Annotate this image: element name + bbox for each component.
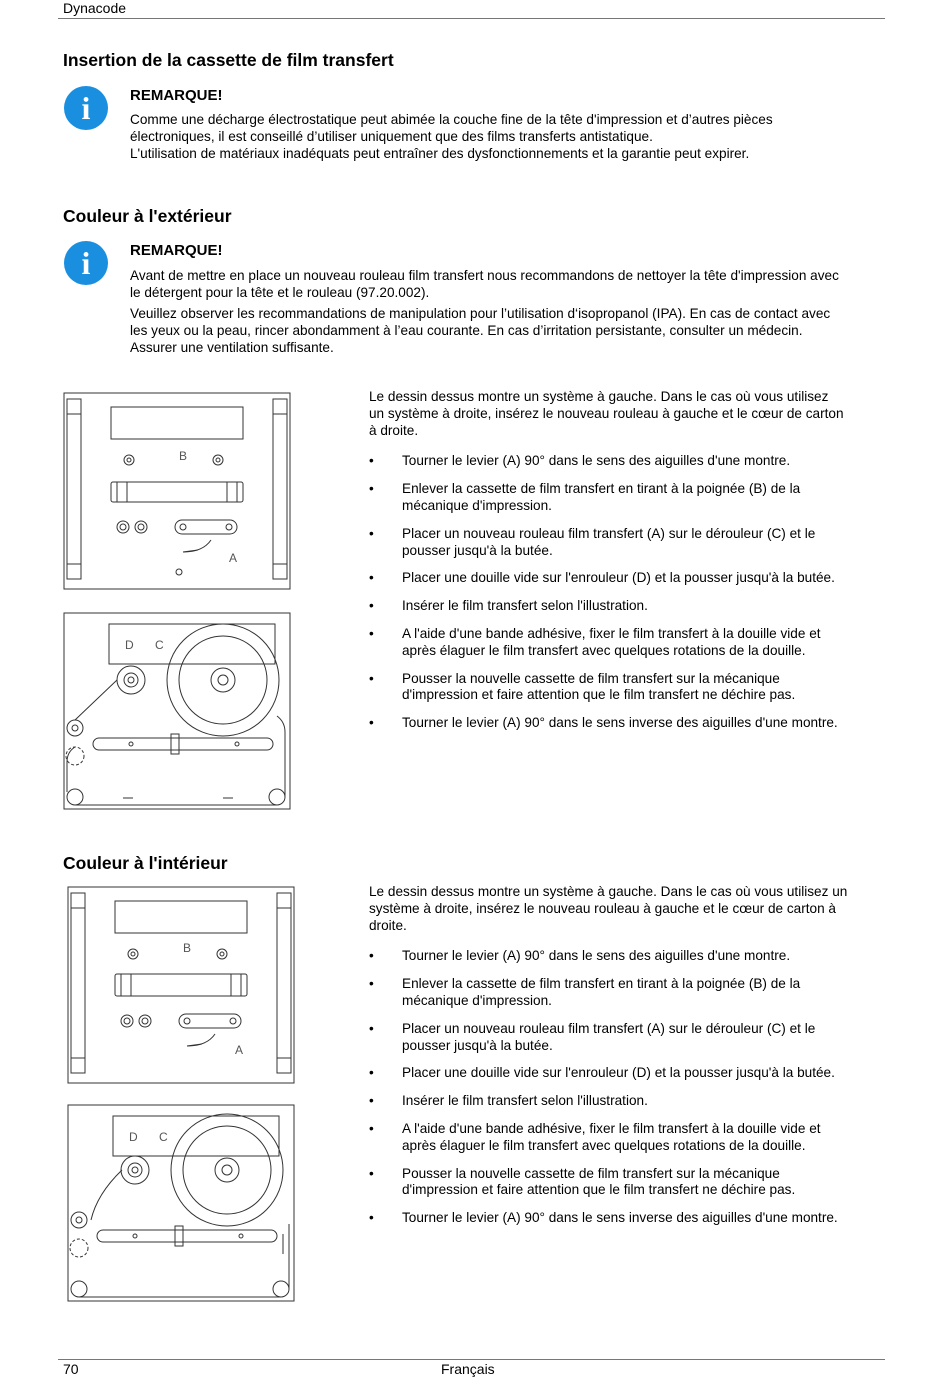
figure-label-a: A [229, 551, 238, 565]
info-glyph: i [81, 245, 91, 281]
bullet: • [369, 948, 374, 964]
bullet: • [369, 976, 374, 992]
step-text: A l'aide d'une bande adhésive, fixer le film transfert à la douille vide et [402, 625, 821, 641]
step-text: Insérer le film transfert selon l'illustration. [402, 598, 648, 614]
header-brand: Dynacode [63, 0, 127, 16]
cassette-front-figure [67, 886, 295, 1084]
figure-label-d: D [125, 638, 134, 652]
note-line: le détergent pour la tête et le rouleau (97.20.002). [130, 284, 430, 300]
list-item [369, 1121, 884, 1155]
step-text: d'impression et faire attention que le film transfert ne déchire pas. [402, 1182, 796, 1198]
step-text: A l'aide d'une bande adhésive, fixer le film transfert à la douille vide et [402, 1120, 821, 1136]
list-item [369, 1021, 884, 1055]
step-text: Tourner le levier (A) 90° dans le sens des aiguilles d'une montre. [402, 948, 791, 964]
list-item [369, 1210, 884, 1227]
footer-language: Français [441, 1361, 495, 1377]
step-text: mécanique d'impression. [402, 992, 552, 1008]
steps-list [369, 453, 884, 732]
cassette-front-figure [63, 392, 291, 590]
note-paragraph [130, 112, 890, 162]
note-line: Assurer une ventilation suffisante. [130, 339, 334, 355]
note-line: Comme une décharge électrostatique peut abimée la couche fine de la tête d'impression et d’autres pièces [130, 112, 773, 127]
step-text: pousser jusqu'à la butée. [402, 542, 553, 558]
bullet: • [369, 1210, 374, 1226]
bullet: • [369, 1093, 374, 1109]
list-item [369, 1093, 884, 1110]
section-title-interieur: Couleur à l'intérieur [63, 853, 228, 873]
figure-label-d: D [129, 1130, 138, 1144]
note-line: électroniques, il est conseillé d’utiliser uniquement que des films transferts antistatique. [130, 128, 653, 144]
step-text: Tourner le levier (A) 90° dans le sens des aiguilles d'une montre. [402, 453, 791, 469]
section-title-exterieur: Couleur à l'extérieur [63, 206, 232, 226]
page-number: 70 [63, 1361, 79, 1377]
step-text: Placer une douille vide sur l'enrouleur (D) et la pousser jusqu'à la butée. [402, 1065, 835, 1081]
intro-paragraph [369, 389, 884, 439]
figure-label-c: C [155, 638, 164, 652]
step-text: mécanique d'impression. [402, 497, 552, 513]
step-text: Enlever la cassette de film transfert en tirant à la poignée (B) de la [402, 976, 801, 992]
bullet: • [369, 453, 374, 469]
header-rule [58, 18, 885, 19]
step-text: après élaguer le film transfert avec quelques rotations de la douille. [402, 642, 806, 658]
step-text: Placer un nouveau rouleau film transfert (A) sur le dérouleur (C) et le [402, 1020, 816, 1036]
step-text: Tourner le levier (A) 90° dans le sens inverse des aiguilles d'une montre. [402, 1210, 838, 1226]
step-text: Placer une douille vide sur l'enrouleur (D) et la pousser jusqu'à la butée. [402, 570, 835, 586]
note-title: REMARQUE! [130, 87, 223, 104]
list-item [369, 481, 884, 515]
bullet: • [369, 715, 374, 731]
step-text: d'impression et faire attention que le film transfert ne déchire pas. [402, 687, 796, 703]
intro-paragraph [369, 884, 884, 934]
step-text: Insérer le film transfert selon l'illustration. [402, 1093, 648, 1109]
note-line: les yeux ou la peau, rincer abondamment à l’eau courante. En cas d’irritation persistante, consulter un médecin. [130, 322, 803, 338]
bullet: • [369, 481, 374, 497]
cassette-film-path-figure [67, 1104, 295, 1302]
intro-line: Le dessin dessus montre un système à gauche. Dans le cas où vous utilisez un [369, 884, 848, 899]
list-item [369, 453, 884, 470]
note-paragraph [130, 306, 890, 356]
list-item [369, 1166, 884, 1200]
note-paragraph [130, 268, 890, 302]
section-title-insertion: Insertion de la cassette de film transfert [63, 50, 394, 70]
bullet: • [369, 1165, 374, 1181]
step-text: Pousser la nouvelle cassette de film transfert sur la mécanique [402, 1165, 780, 1181]
list-item [369, 948, 884, 965]
intro-line: un système à droite, insérez le nouveau rouleau à gauche et le cœur de carton [369, 405, 844, 421]
figure-label-b: B [183, 941, 192, 955]
list-item [369, 1065, 884, 1082]
bullet: • [369, 670, 374, 686]
note-line: L'utilisation de matériaux inadéquats peut entraîner des dysfonctionnements et la garantie peut expirer. [130, 145, 750, 161]
list-item [369, 671, 884, 705]
step-text: Enlever la cassette de film transfert en tirant à la poignée (B) de la [402, 481, 801, 497]
intro-line: système à droite, insérez le nouveau rouleau à gauche et le cœur de carton à [369, 900, 836, 916]
list-item [369, 526, 884, 560]
intro-line: à droite. [369, 422, 419, 438]
cassette-film-path-figure [63, 612, 291, 810]
note-line: Avant de mettre en place un nouveau rouleau film transfert nous recommandons de nettoyer la tête d'impression avec [130, 268, 839, 283]
note-title: REMARQUE! [130, 242, 223, 259]
bullet: • [369, 570, 374, 586]
list-item [369, 715, 884, 732]
list-item [369, 976, 884, 1010]
bullet: • [369, 1065, 374, 1081]
bullet: • [369, 525, 374, 541]
bullet: • [369, 1120, 374, 1136]
step-text: Pousser la nouvelle cassette de film transfert sur la mécanique [402, 670, 780, 686]
bullet: • [369, 598, 374, 614]
list-item [369, 570, 884, 587]
figure-label-b: B [179, 449, 188, 463]
info-glyph: i [81, 90, 91, 126]
list-item [369, 626, 884, 660]
instructions-interieur [369, 884, 884, 1227]
instructions-exterieur [369, 389, 884, 732]
step-text: Placer un nouveau rouleau film transfert (A) sur le dérouleur (C) et le [402, 525, 816, 541]
footer-rule [58, 1359, 885, 1360]
bullet: • [369, 625, 374, 641]
bullet: • [369, 1020, 374, 1036]
steps-list [369, 948, 884, 1227]
step-text: Tourner le levier (A) 90° dans le sens inverse des aiguilles d'une montre. [402, 715, 838, 731]
step-text: pousser jusqu'à la butée. [402, 1037, 553, 1053]
list-item [369, 598, 884, 615]
figure-label-a: A [235, 1043, 244, 1057]
figure-label-c: C [159, 1130, 168, 1144]
intro-line: droite. [369, 917, 407, 933]
note-line: Veuillez observer les recommandations de manipulation pour l’utilisation d‘isopropanol (IPA). En cas de contact avec [130, 306, 831, 321]
info-icon [63, 240, 109, 286]
step-text: après élaguer le film transfert avec quelques rotations de la douille. [402, 1137, 806, 1153]
info-icon [63, 85, 109, 131]
intro-line: Le dessin dessus montre un système à gauche. Dans le cas où vous utilisez [369, 389, 829, 404]
